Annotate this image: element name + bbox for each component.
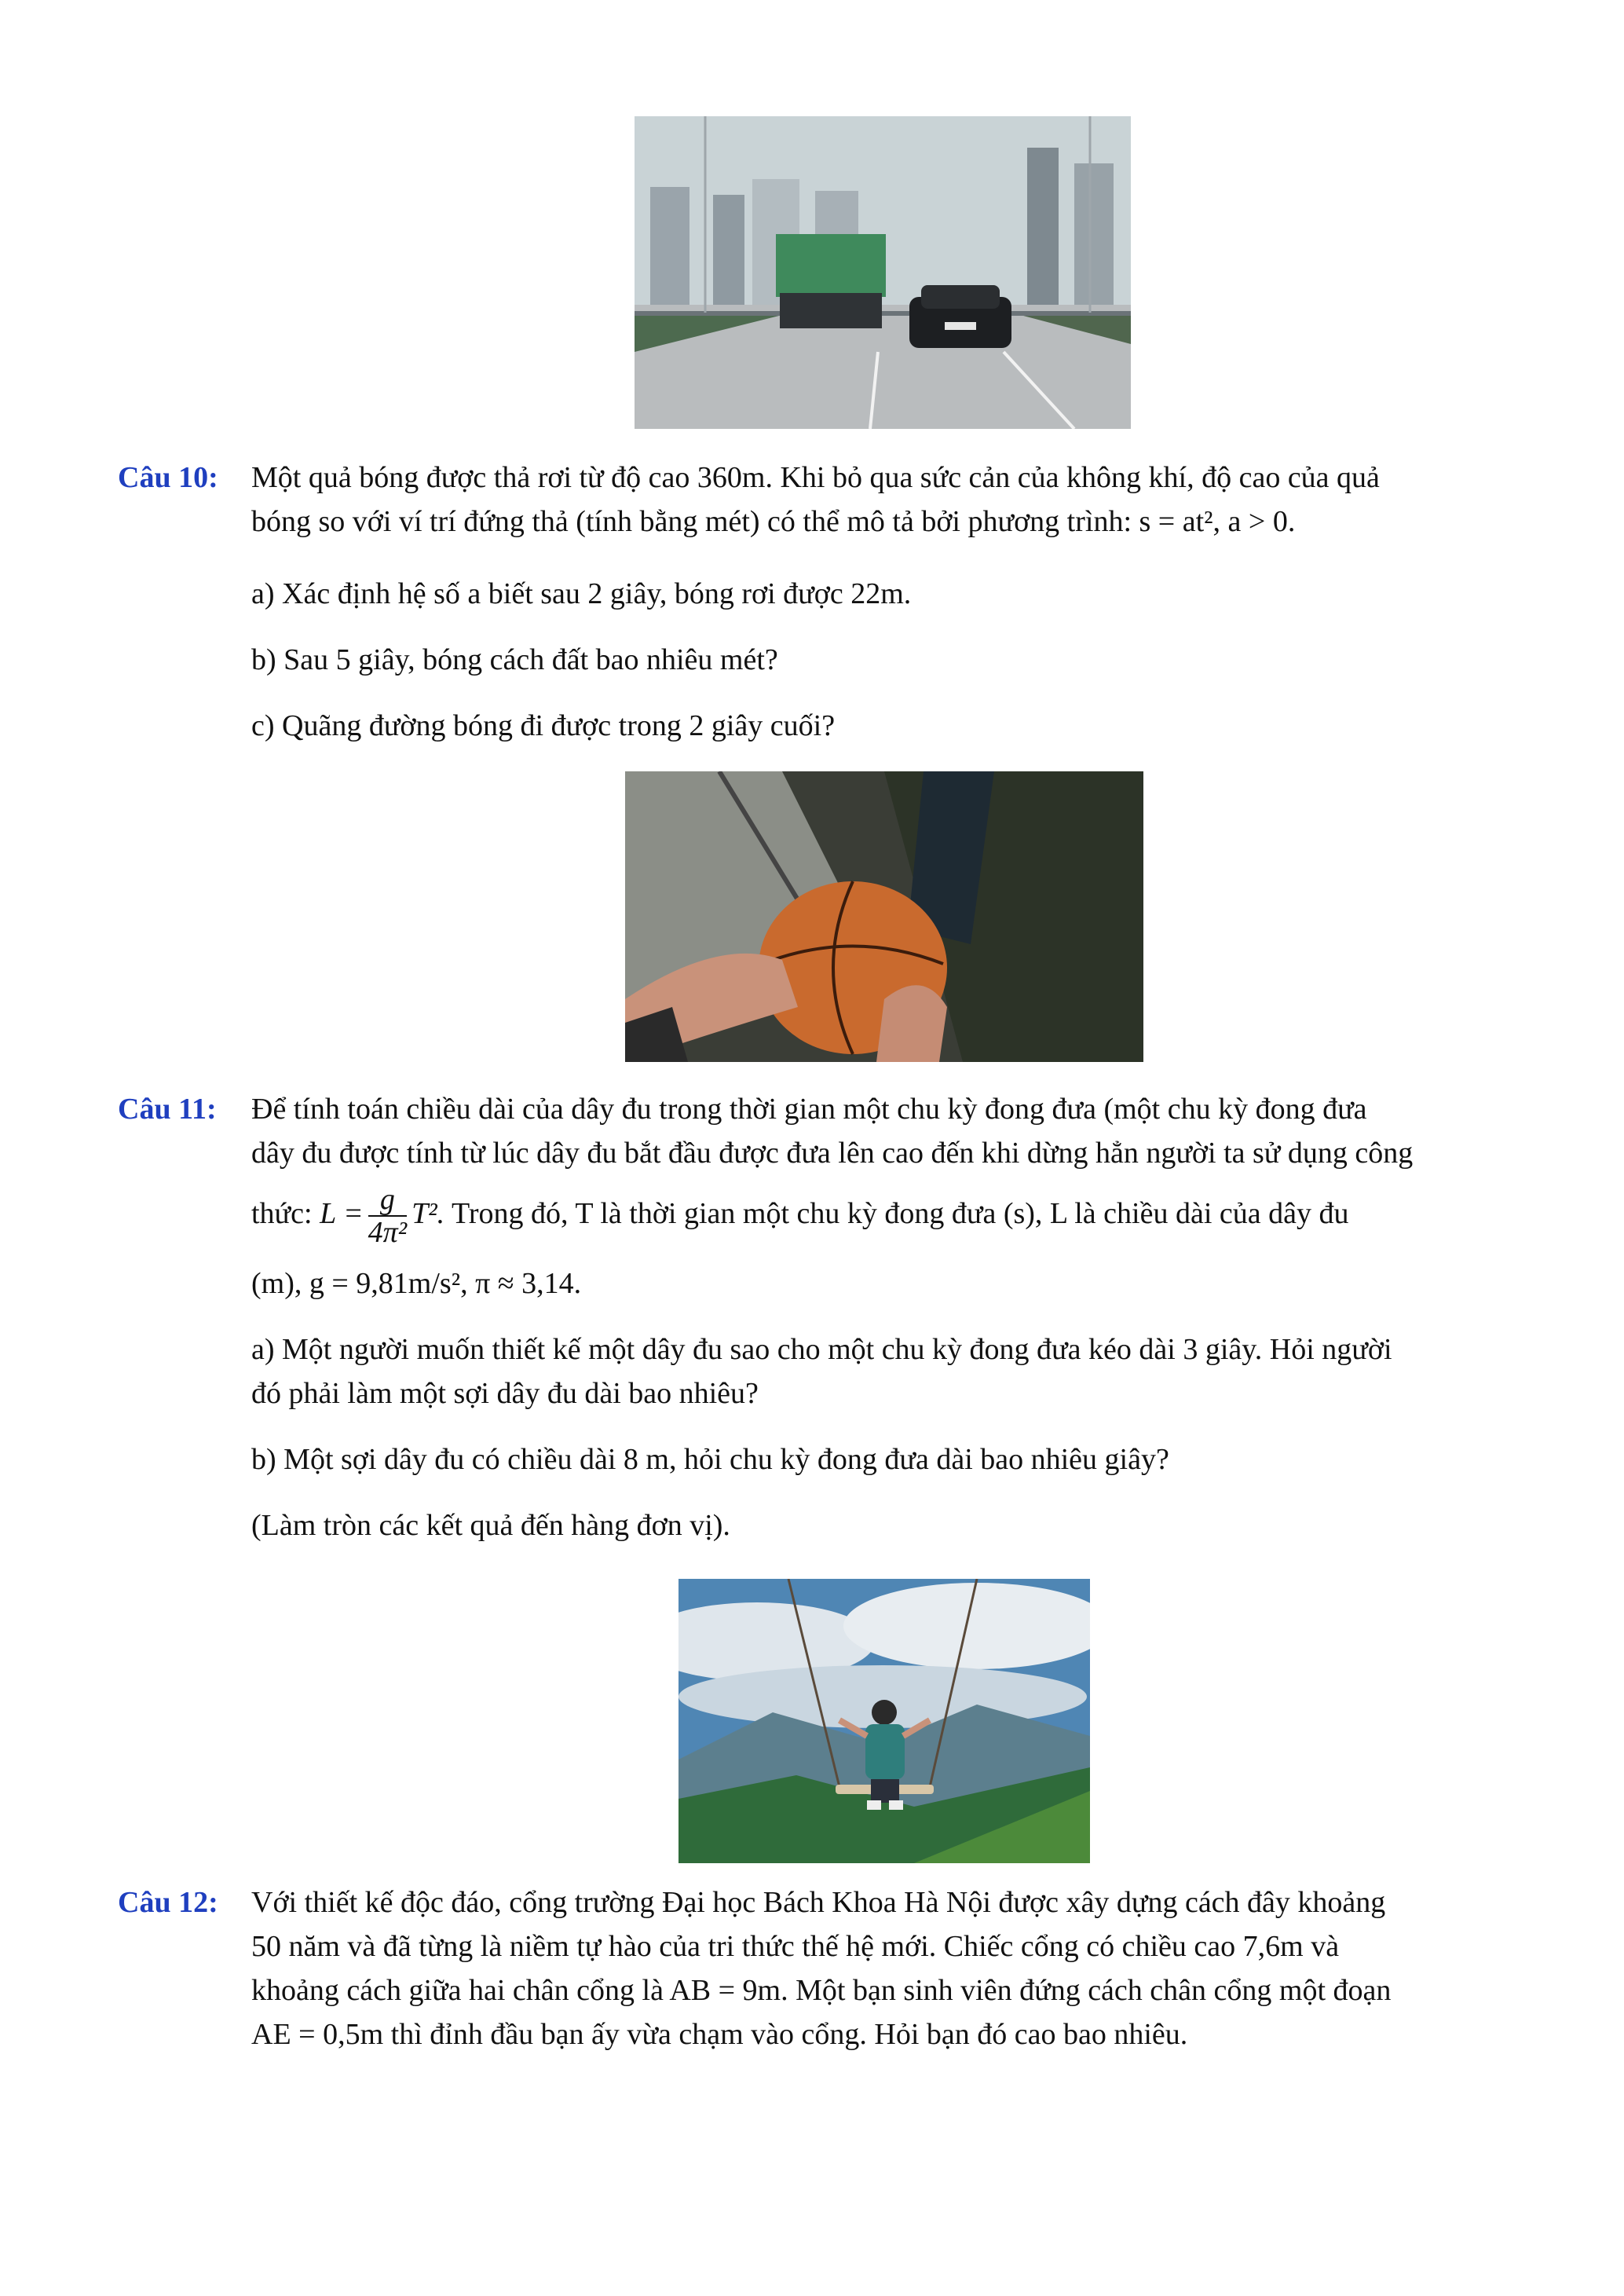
question-11-line-2: dây đu được tính từ lúc dây đu bắt đầu được đưa lên cao đến khi dừng hẳn người ta sử dụng công [251, 1137, 1414, 1170]
question-11-line-1: Để tính toán chiều dài của dây đu trong thời gian một chu kỳ đong đưa (một chu kỳ đong đưa [251, 1093, 1367, 1126]
question-12-line-3: khoảng cách giữa hai chân cổng là AB = 9m. Một bạn sinh viên đứng cách chân cổng một đoạn [251, 1974, 1392, 2007]
question-12-line-1: Với thiết kế độc đáo, cổng trường Đại học Bách Khoa Hà Nội được xây dựng cách đây khoảng [251, 1886, 1386, 1919]
question-11-label: Câu 11: [118, 1093, 217, 1126]
formula-fraction [368, 1184, 407, 1248]
question-11-part-a-line-2: đó phải làm một sợi dây đu dài bao nhiêu? [251, 1377, 759, 1410]
question-11-part-b: b) Một sợi dây đu có chiều dài 8 m, hỏi chu kỳ đong đưa dài bao nhiêu giây? [251, 1443, 1169, 1476]
formula-prefix: thức: [251, 1197, 313, 1230]
question-12-label: Câu 12: [118, 1886, 218, 1919]
question-12-line-2: 50 năm và đã từng là niềm tự hào của tri thức thế hệ mới. Chiếc cổng có chiều cao 7,6m và [251, 1930, 1340, 1963]
question-10-line-2: bóng so với ví trí đứng thả (tính bằng mét) có thể mô tả bởi phương trình: s = at², a > 0. [251, 505, 1296, 538]
question-11-constants: (m), g = 9,81m/s², π ≈ 3,14. [251, 1267, 582, 1300]
mountain-swing-photo [678, 1579, 1090, 1863]
question-10-line-1: Một quả bóng được thả rơi từ độ cao 360m. Khi bỏ qua sức cản của không khí, độ cao của quả [251, 461, 1380, 494]
question-11-note: (Làm tròn các kết quả đến hàng đơn vị). [251, 1509, 730, 1542]
formula-rhs: T². [411, 1197, 445, 1230]
question-12-line-4: AE = 0,5m thì đỉnh đầu bạn ấy vừa chạm vào cổng. Hỏi bạn đó cao bao nhiêu. [251, 2018, 1188, 2051]
highway-traffic-photo [635, 116, 1131, 429]
question-10-part-b: b) Sau 5 giây, bóng cách đất bao nhiêu mét? [251, 643, 778, 676]
basketball-canyon-photo [625, 771, 1143, 1062]
question-11-formula-line [251, 1178, 1508, 1249]
formula-denominator: 4π² [368, 1216, 408, 1250]
question-11-part-a-line-1: a) Một người muốn thiết kế một dây đu sao cho một chu kỳ đong đưa kéo dài 3 giây. Hỏi người [251, 1333, 1392, 1366]
question-10-part-c: c) Quãng đường bóng đi được trong 2 giây cuối? [251, 709, 836, 742]
formula-lhs: L = [320, 1197, 364, 1230]
question-10-label: Câu 10: [118, 461, 218, 494]
formula-numerator: g [368, 1184, 407, 1217]
question-10-part-a: a) Xác định hệ số a biết sau 2 giây, bóng rơi được 22m. [251, 577, 912, 610]
formula-explanation: Trong đó, T là thời gian một chu kỳ đong đưa (s), L là chiều dài của dây đu [451, 1197, 1349, 1230]
question-11-part-a [251, 1327, 1508, 1415]
